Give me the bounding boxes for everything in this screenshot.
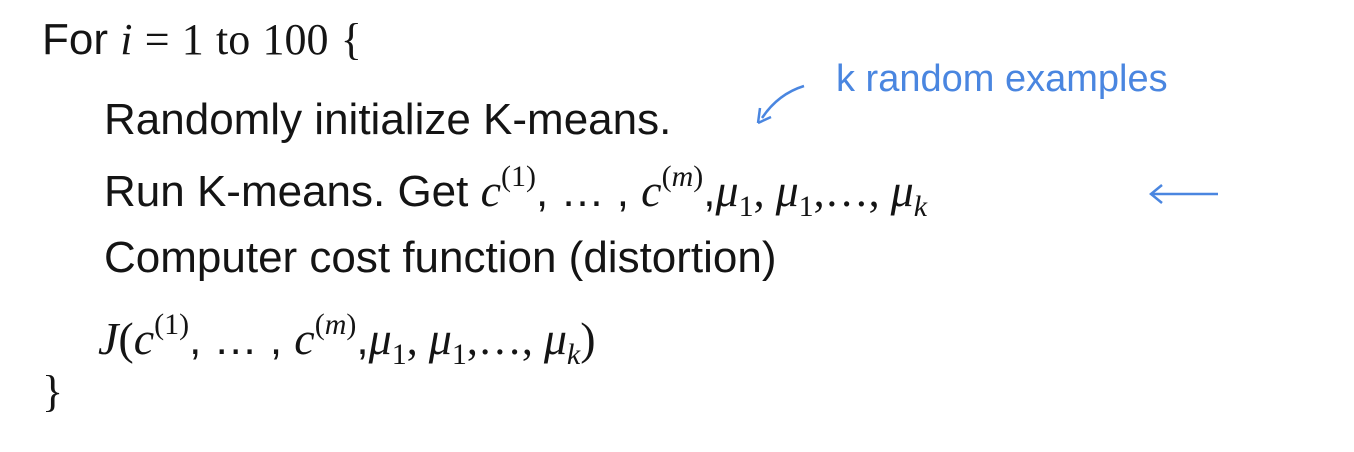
mu-symbol: μ [543, 313, 567, 364]
ellipsis: ,…, [466, 315, 544, 364]
mu-symbol: μ [428, 313, 452, 364]
annotation-curved-arrow-icon [750, 80, 810, 130]
ellipsis: ,…, [813, 167, 891, 216]
loop-end: 100 [262, 15, 329, 64]
step-run-kmeans [104, 160, 928, 223]
loop-start: 1 [181, 15, 204, 64]
mu-symbol: μ [715, 165, 739, 216]
subscript-k: k [566, 338, 581, 371]
mu-symbol: μ [368, 313, 392, 364]
for-loop-header [42, 15, 362, 64]
to-keyword: to [216, 15, 251, 64]
c-symbol: c [480, 165, 502, 216]
left-arrow-icon [1148, 182, 1220, 206]
close-brace: } [42, 367, 64, 416]
open-brace: { [340, 15, 362, 64]
cost-j-symbol: J [98, 313, 119, 364]
mu-symbol: μ [890, 165, 914, 216]
c-symbol: c [133, 313, 155, 364]
c-symbol: c [294, 313, 315, 364]
equals-sign: = [144, 15, 170, 64]
ellipsis: , … , [189, 315, 295, 364]
comma: , [753, 167, 776, 216]
superscript-m: (m) [314, 308, 357, 341]
step-compute-cost: Computer cost function (distortion) [104, 233, 777, 282]
comma: , [406, 315, 429, 364]
subscript-one: 1 [798, 190, 814, 223]
loop-variable: i [120, 15, 133, 64]
annotation-k-random-examples: k random examples [836, 58, 1168, 100]
step-randomly-initialize: Randomly initialize K-means. [104, 95, 672, 144]
run-kmeans-text: Run K-means. Get [104, 167, 469, 216]
comma: , [703, 167, 716, 216]
subscript-k: k [913, 190, 928, 223]
comma: , [356, 315, 369, 364]
superscript-one: (1) [501, 160, 537, 193]
c-symbol: c [641, 165, 662, 216]
mu-symbol: μ [775, 165, 799, 216]
superscript-one: (1) [154, 308, 190, 341]
close-paren: ) [580, 313, 596, 364]
ellipsis: , … , [536, 167, 642, 216]
for-keyword: For [42, 15, 108, 64]
subscript-one: 1 [451, 338, 467, 371]
open-paren: ( [118, 313, 134, 364]
subscript-one: 1 [738, 190, 754, 223]
subscript-one: 1 [391, 338, 407, 371]
superscript-m: (m) [661, 160, 704, 193]
cost-function-formula [98, 308, 596, 371]
